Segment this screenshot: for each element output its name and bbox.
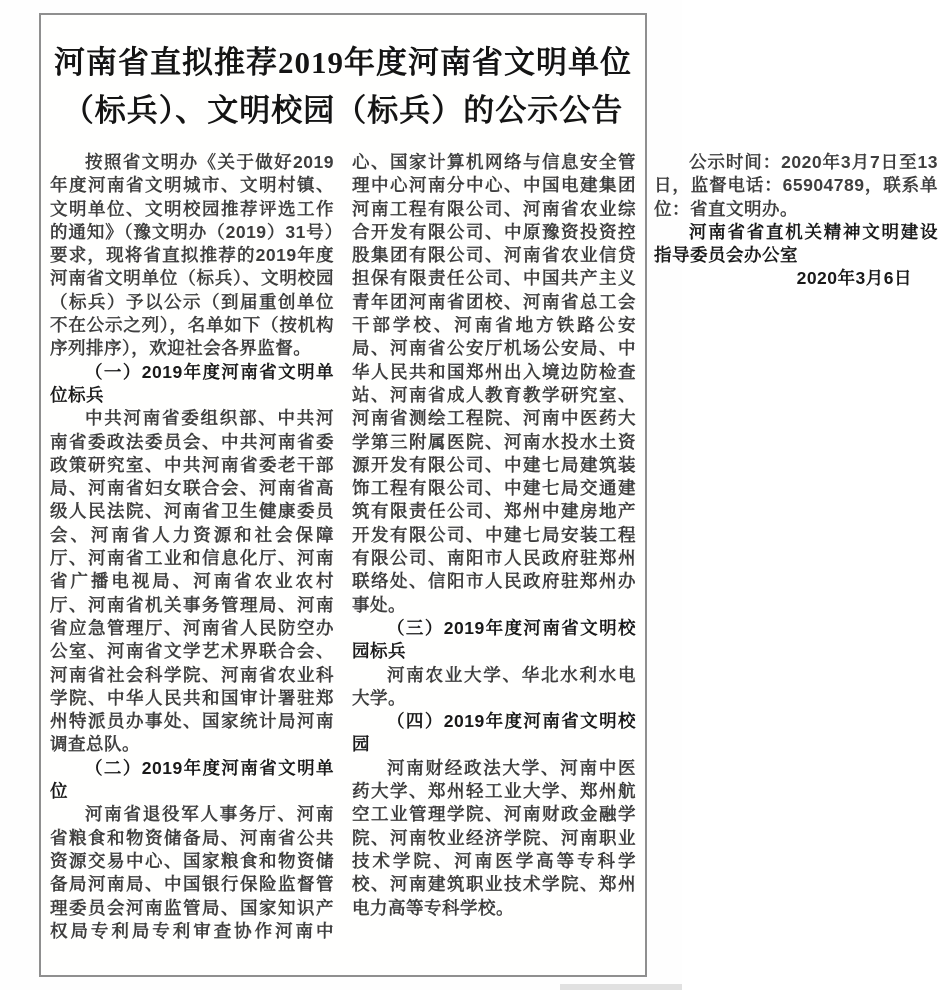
section-3-body: 河南农业大学、华北水利水电大学。	[352, 664, 636, 708]
section-3-heading: （三）2019年度河南省文明校园标兵	[352, 617, 636, 662]
section-2-body: 河南省退役军人事务厅、河南省粮食和物资储备局、河南省公共资源交易中心、国家粮食和物资储备局河南局、中国银行保险监督管理委员会河南监管局、国家知识产权局专利局专利审查协作河南中心、国家计算机网络与信息安全管理中心河南分中心、中国电建集团河南工程有限公司、河南省农业综合开发有限公司、中原豫资投资控股集团有限公司、河南省农业信贷担保有限责任公司、中国共产主义青年团河南省团校、河南省总工会干部学校、河南省地方铁路公安局、河南省公安厅机场公安局、中华人民共和国郑州出入境边防检查站、河南省成人教育教学研究室、河南省测绘工程院、河南中医药大学第三附属医院、河南水投水土资源开发有限公司、中建七局建筑装饰工程有限公司、中建七局交通建筑有限责任公司、郑州中建房地产开发有限公司、中建七局安装工程有限公司、南阳市人民政府驻郑州联络处、信阳市人民政府驻郑州办事处。	[50, 152, 636, 941]
section-4-heading: （四）2019年度河南省文明校园	[352, 711, 636, 755]
notice-border-frame	[39, 13, 938, 977]
notice-title-line-1: 河南省直拟推荐2019年度河南省文明单位	[54, 45, 632, 80]
section-1-heading: （一）2019年度河南省文明单位标兵	[50, 361, 334, 405]
issue-date: 2020年3月6日	[796, 268, 912, 289]
notice-title	[51, 39, 635, 135]
issuing-office-signature: 河南省省直机关精神文明建设指导委员会办公室	[654, 221, 938, 266]
scanned-page-edge	[560, 984, 682, 990]
section-1-body: 中共河南省委组织部、中共河南省委政法委员会、中共河南省委政策研究室、中共河南省委老干部局、河南省妇女联合会、河南省高级人民法院、河南省卫生健康委员会、河南省人力资源和社会保障厅、河南省工业和信息化厅、河南省广播电视局、河南省农业农村厅、河南省机关事务管理局、河南省应急管理厅、河南省人民防空办公室、河南省文学艺术界联合会、河南省社会科学院、河南省农业科学院、中华人民共和国审计署驻郑州特派员办事处、国家统计局河南调查总队。	[50, 408, 334, 755]
notice-body-columns	[50, 151, 938, 963]
section-4-body: 河南财经政法大学、河南中医药大学、郑州轻工业大学、郑州航空工业管理学院、河南财政金融学院、河南牧业经济学院、河南职业技术学院、河南医学高等专科学校、河南建筑职业技术学院、郑州电力高等专科学校。	[352, 757, 636, 918]
intro-paragraph: 按照省文明办《关于做好2019年度河南省文明城市、文明村镇、文明单位、文明校园推荐评选工作的通知》（豫文明办（2019）31号）要求，现将省直拟推荐的2019年度河南省文明单位（标兵）、文明校园（标兵）予以公示（到届重创单位不在公示之列），名单如下（按机构序列排序），欢迎社会各界监督。	[50, 152, 334, 359]
section-2-heading: （二）2019年度河南省文明单位	[50, 757, 334, 802]
notice-title-line-2: （标兵）、文明校园（标兵）的公示公告	[62, 93, 624, 128]
publicity-period-notice: 公示时间：2020年3月7日至13日，监督电话：65904789，联系单位：省直文明办。	[654, 152, 938, 219]
